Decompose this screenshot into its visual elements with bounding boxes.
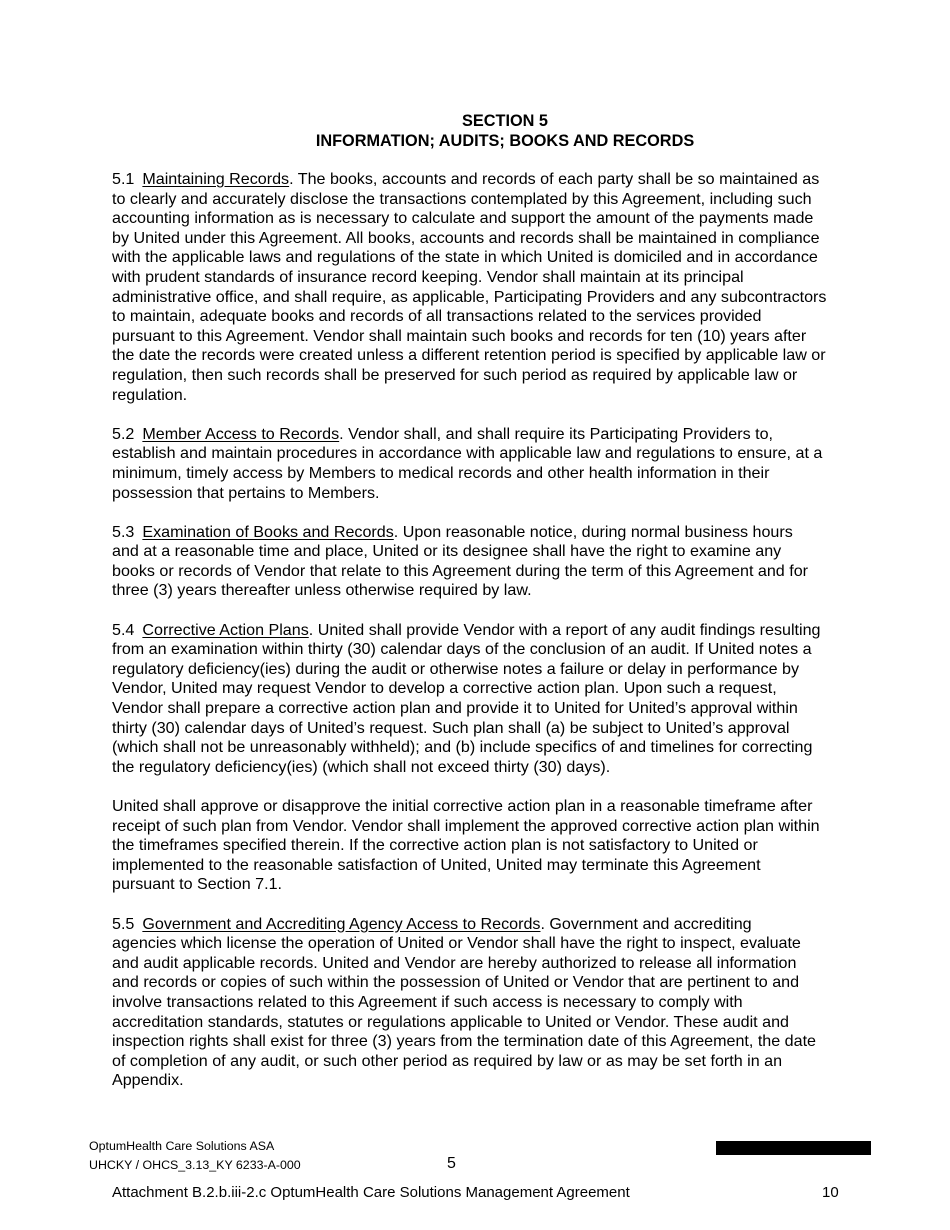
paragraph-text: . Upon reasonable notice, during normal business hours and at a reasonable time and place, United or its designee shall have the right to examine any books or records of Vendor that relate to this Agreement during the term of this Agreement and for three (3) years thereafter unless otherwise required by law. (112, 522, 808, 600)
paragraph-text: . Vendor shall, and shall require its Participating Providers to, establish and maintain procedures in accordance with applicable law and regulations to ensure, at a minimum, timely access by Members to medical records and other health information in their possession that pertains to Members. (112, 424, 823, 502)
paragraph-5-4 (112, 621, 874, 778)
paragraph-heading: Corrective Action Plans (142, 620, 309, 639)
paragraph-5-5 (112, 915, 874, 1091)
footer-page-number: 5 (447, 1155, 456, 1172)
paragraph-number: 5.2 (112, 424, 135, 443)
attachment-page-number: 10 (822, 1184, 839, 1201)
paragraph-number: 5.4 (112, 620, 135, 639)
paragraph-heading: Government and Accrediting Agency Access to Records (142, 914, 541, 933)
section-number: SECTION 5 (462, 112, 548, 130)
paragraph-number: 5.3 (112, 522, 135, 541)
paragraph-5-4-continued (112, 797, 874, 895)
paragraph-number: 5.1 (112, 170, 135, 188)
paragraph-text: . Government and accrediting agencies which license the operation of United or Vendor shall have the right to inspect, evaluate and audit applicable records. United and Vendor are hereby authorized to release all information and records or copies of such within the possession of United or Vendor that are pertinent to and involve transactions related to this Agreement if such access is necessary to comply with accreditation standards, statutes or regulations applicable to United or Vendor. These audit and inspection rights shall exist for three (3) years from the termination date of this Agreement, the date of completion of any audit, or such other period as required by law or as may be set forth in an Appendix. (112, 914, 817, 1090)
paragraph-heading: Examination of Books and Records (142, 522, 394, 541)
attachment-label: Attachment B.2.b.iii-2.c OptumHealth Care Solutions Management Agreement (112, 1184, 630, 1201)
paragraph-text: . United shall provide Vendor with a report of any audit findings resulting from an examination within thirty (30) calendar days of the conclusion of an audit. If United notes a regulatory deficiency(ies) during the audit or otherwise notes a failure or delay in performance by Vendor, United may request Vendor to develop a corrective action plan. Upon such a request, Vendor shall prepare a corrective action plan and provide it to United for United’s approval within thirty (30) calendar days of United’s request. Such plan shall (a) be subject to United’s approval (which shall not be unreasonably withheld); and (b) include specifics of and timelines for correcting the regulatory deficiency(ies) (which shall not exceed thirty (30) days). (112, 620, 821, 776)
footer-doc-id: UHCKY / OHCS_3.13_KY 6233-A-000 (89, 1158, 301, 1172)
section-heading (136, 111, 874, 151)
paragraph-5-2 (112, 425, 874, 503)
paragraph-heading: Maintaining Records (142, 170, 290, 188)
paragraph-text: United shall approve or disapprove the initial corrective action plan in a reasonable timeframe after receipt of such plan from Vendor. Vendor shall implement the approved corrective action plan within the timeframes specified therein. If the corrective action plan is not satisfactory to United or implemented to the reasonable satisfaction of United, United may terminate this Agreement pursuant to Section 7.1. (112, 797, 820, 894)
document-body (112, 111, 874, 1111)
section-title: INFORMATION; AUDITS; BOOKS AND RECORDS (315, 132, 695, 150)
paragraph-text: . The books, accounts and records of each party shall be so maintained as to clearly and accurately disclose the transactions contemplated by this Agreement, including such accounting information as is necessary to calculate and support the amount of the payments made by United under this Agreement. All books, accounts and records shall be maintained in compliance with the applicable laws and regulations of the state in which United is domiciled and in accordance with prudent standards of insurance record keeping. Vendor shall maintain at its principal administrative office, and shall require, as applicable, Participating Providers and any subcontractors to maintain, adequate books and records of all transactions related to the services provided pursuant to this Agreement. Vendor shall maintain such books and records for ten (10) years after the date the records were created unless a different retention period is specified by applicable law or regulation, then such records shall be preserved for such period as required by applicable law or regulation. (112, 170, 827, 404)
paragraph-5-1 (112, 170, 874, 405)
paragraph-number: 5.5 (112, 914, 135, 933)
paragraph-heading: Member Access to Records (142, 424, 340, 443)
paragraph-5-3 (112, 523, 874, 601)
redaction-bar (716, 1141, 871, 1155)
footer-company: OptumHealth Care Solutions ASA (89, 1139, 275, 1153)
